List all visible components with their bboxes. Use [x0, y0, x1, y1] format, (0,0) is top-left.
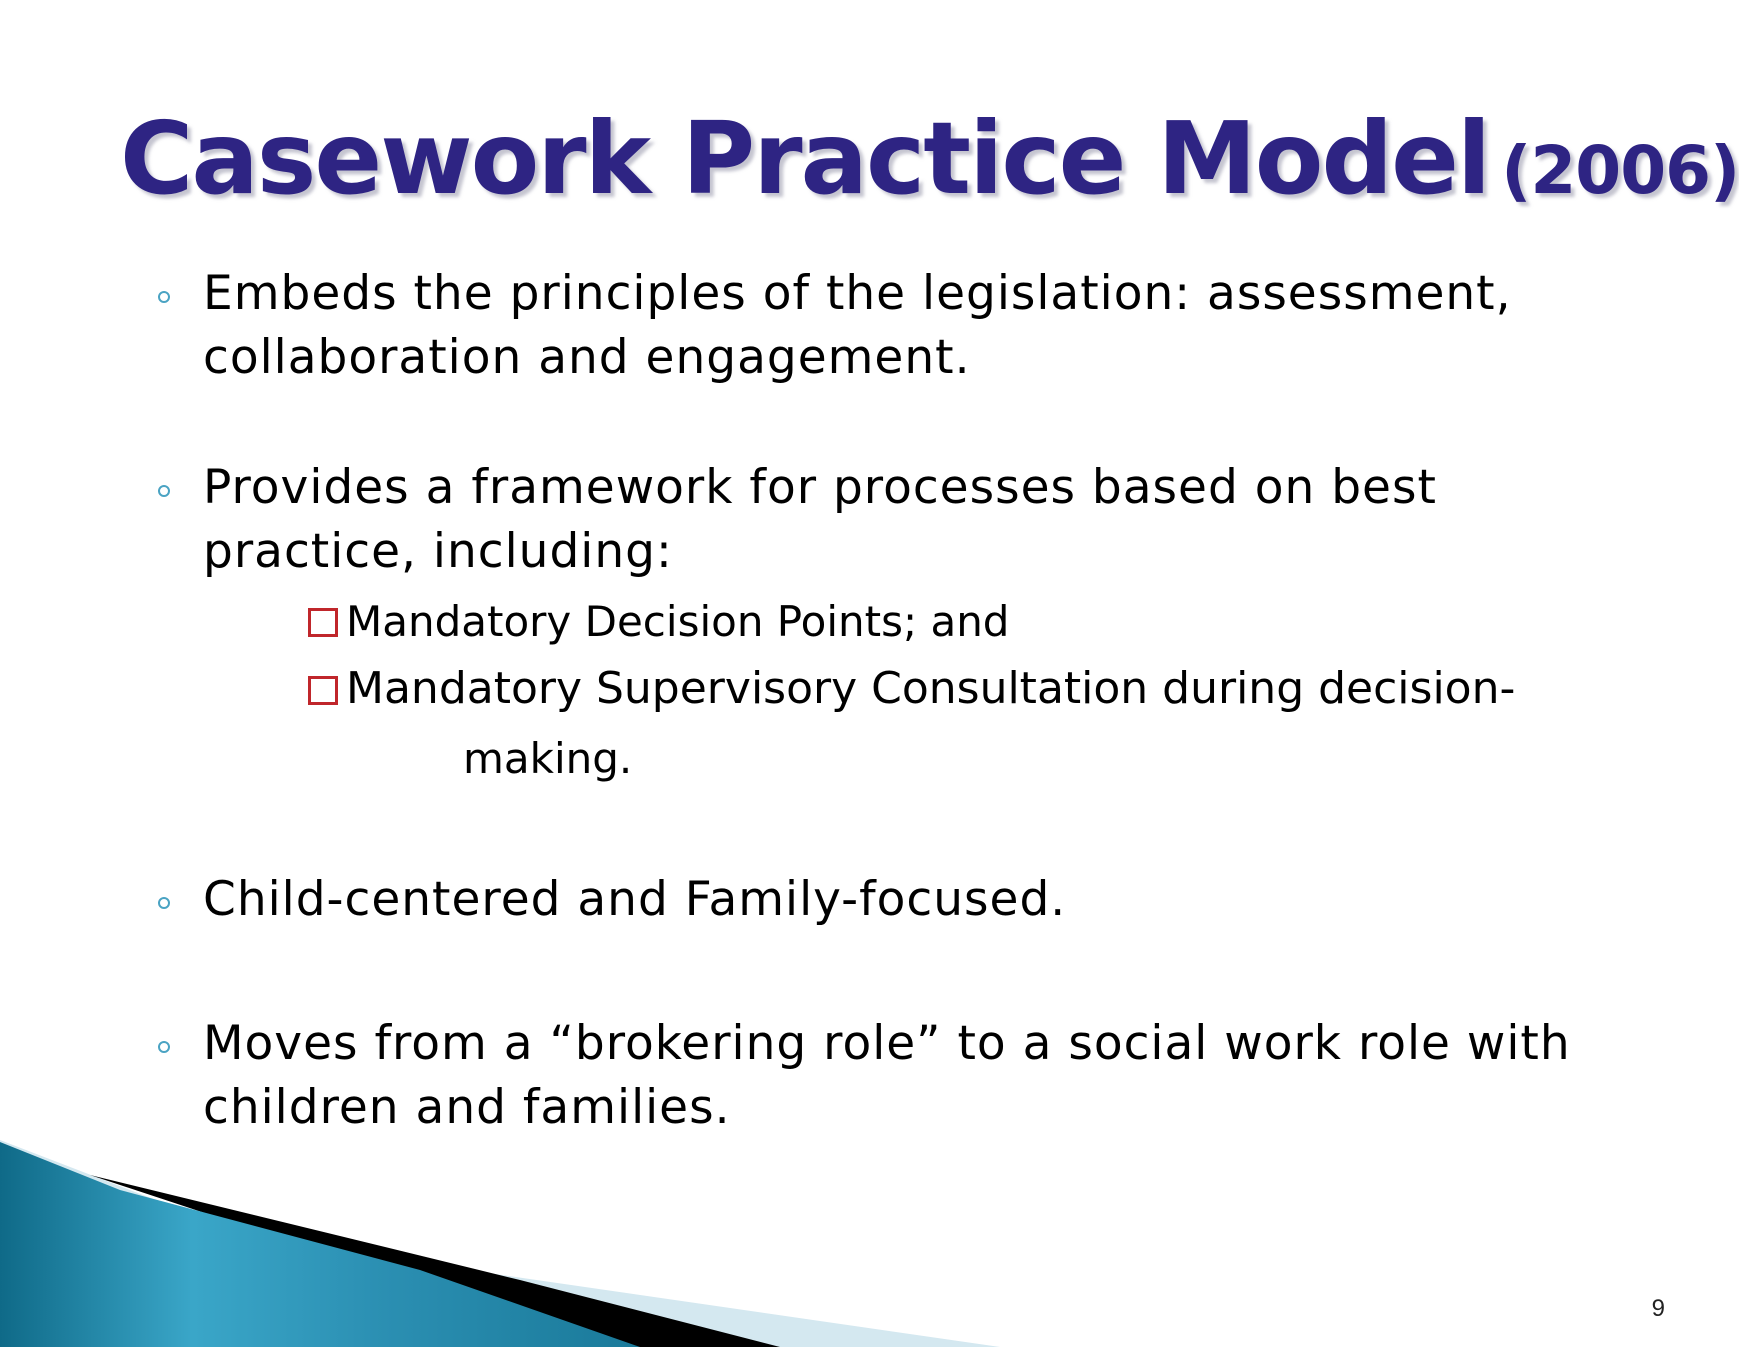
page-number: 9: [1651, 1295, 1665, 1322]
sub-item-text-2: Mandatory Supervisory Consultation during decision-: [346, 663, 1516, 714]
checkbox-square-icon: [308, 608, 338, 637]
decorative-swoosh: [0, 1120, 1000, 1347]
bullet-text-3: Child-centered and Family-focused.: [203, 872, 1067, 927]
circle-bullet-icon: [158, 485, 170, 497]
title-year-text: (2006): [1501, 132, 1739, 209]
slide-title: [120, 100, 1739, 217]
circle-bullet-icon: [158, 1041, 170, 1053]
bullet-text-1: Embeds the principles of the legislation: assessment, collaboration and engagement.: [203, 266, 1512, 385]
bullet-text-2: Provides a framework for processes based on best practice, including:: [203, 460, 1437, 579]
circle-bullet-icon: [158, 291, 170, 303]
title-main-text: Casework Practice Model: [120, 100, 1490, 217]
blue-swoosh-shape: [0, 1142, 640, 1347]
bullet-text-4: Moves from a “brokering role” to a social work role with children and families.: [203, 1016, 1571, 1135]
sub-item-text-2-continuation: making.: [463, 734, 633, 783]
sub-item-text-1: Mandatory Decision Points; and: [346, 597, 1010, 646]
checkbox-square-icon: [308, 676, 338, 705]
circle-bullet-icon: [158, 897, 170, 909]
